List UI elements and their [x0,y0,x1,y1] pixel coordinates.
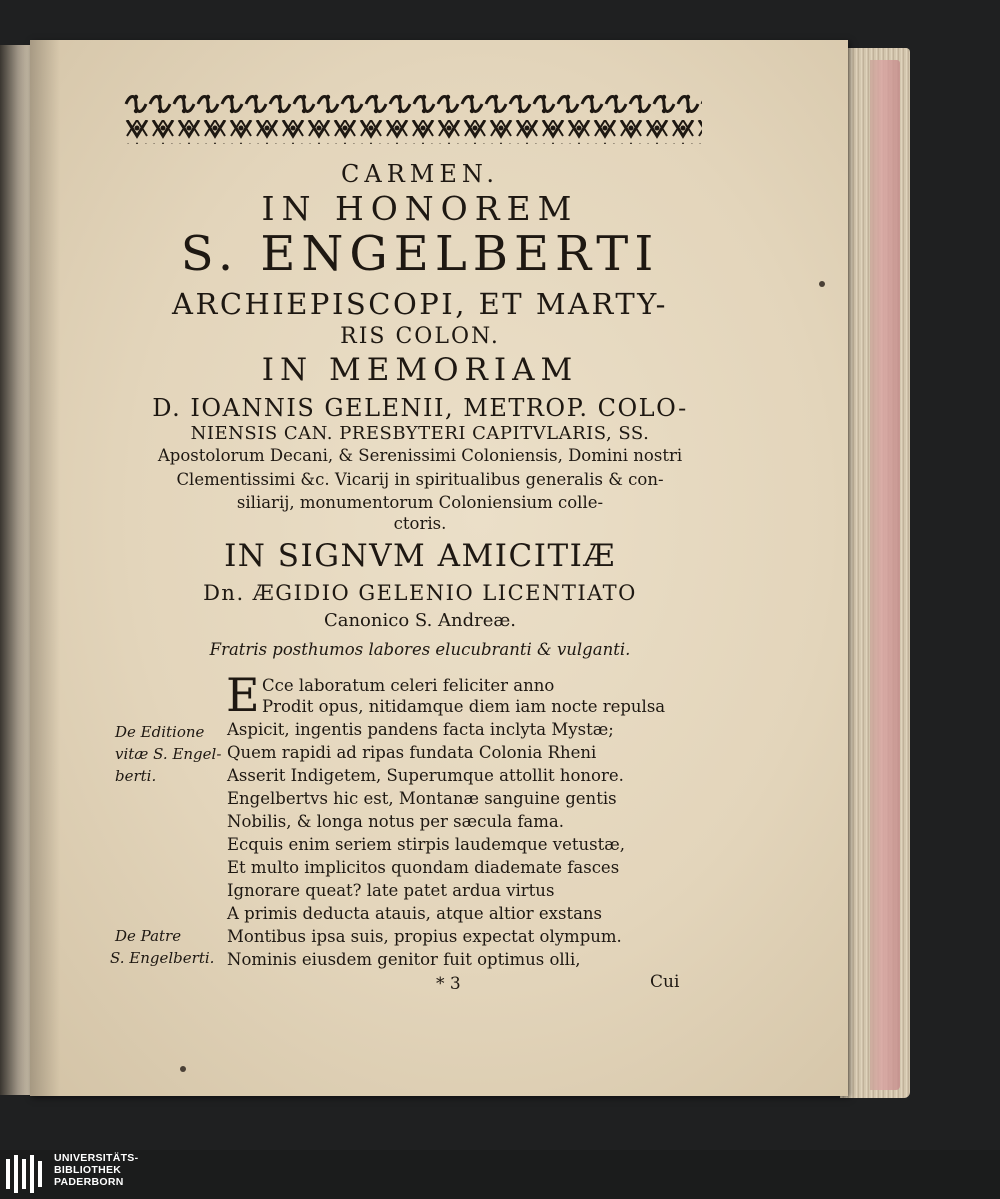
paper-spot [180,1066,186,1072]
heading-in-memoriam: IN MEMORIAM [261,352,579,388]
dedication-line: Clementissimi &c. Vicarij in spiritualibus generalis & con- [176,470,664,489]
library-name-line: BIBLIOTHEK [54,1164,122,1176]
poem-line: Nominis eiusdem genitor fuit optimus olli, [227,950,581,969]
heading-saint-name: S. ENGELBERTI [180,226,660,282]
poem-line: Ecquis enim seriem stirpis laudemque vetustæ, [227,835,625,854]
margin-note-patre: S. Engelberti. [110,949,215,967]
poem-line: Et multo implicitos quondam diademate fasces [227,858,620,877]
dedication-line: D. IOANNIS GELENII, METROP. COLO- [152,394,688,422]
poem-line: Cce laboratum celeri feliciter anno [262,676,555,695]
heading-archiepiscopi-1: ARCHIEPISCOPI, ET MARTY- [172,287,668,321]
heading-fratris: Fratris posthumos labores elucubranti & vulganti. [209,640,631,659]
library-name [54,1152,138,1188]
ornament-band-icon [124,92,702,146]
catchword: Cui [650,972,680,992]
heading-canonico: Canonico S. Andreæ. [323,610,517,631]
poem-line: Quem rapidi ad ripas fundata Colonia Rheni [227,743,597,762]
margin-note-patre: De Patre [115,927,182,945]
library-footer [0,1150,1000,1199]
poem-line: Engelbertvs hic est, Montanæ sanguine gentis [227,789,617,808]
heading-aegidio: Dn. ÆGIDIO GELENIO LICENTIATO [203,581,637,605]
heading-carmen: CARMEN. [341,160,499,188]
margin-note-editione: vitæ S. Engel- [115,745,222,763]
page-gutter-shadow [30,40,60,1096]
poem-line: Montibus ipsa suis, propius expectat olympum. [227,927,622,946]
poem-line: Asserit Indigetem, Superumque attollit honore. [227,766,624,785]
dedication-line: NIENSIS CAN. PRESBYTERI CAPITVLARIS, SS. [190,423,650,444]
margin-note-editione: berti. [115,767,157,785]
poem-line: Prodit opus, nitidamque diem iam nocte repulsa [262,697,666,716]
dedication-line: Apostolorum Decani, & Serenissimi Coloniensis, Domini nostri [157,446,683,465]
heading-in-signum: IN SIGNVM AMICITIÆ [224,538,616,574]
library-logo-icon [4,1153,48,1197]
heading-archiepiscopi-2: RIS COLON. [340,324,500,349]
poem-line: A primis deducta atauis, atque altior exstans [227,904,603,923]
poem-line: Aspicit, ingentis pandens facta inclyta Mystæ; [227,720,614,739]
margin-note-editione: De Editione [115,723,205,741]
signature-mark: * 3 [436,974,461,994]
poem-dropcap: E [226,668,260,722]
dedication-line: ctoris. [393,514,447,533]
book-cover-edge [0,45,30,1095]
poem-line: Ignorare queat? late patet ardua virtus [227,881,555,900]
poem-line: Nobilis, & longa notus per sæcula fama. [227,812,565,831]
heading-in-honorem: IN HONOREM [261,189,579,228]
dedication-line: siliarij, monumentorum Coloniensium colle- [236,493,604,512]
paper-spot [819,281,825,287]
library-name-line: UNIVERSITÄTS- [54,1152,139,1164]
library-name-line: PADERBORN [54,1176,124,1188]
red-edge-gilding [870,60,900,1090]
